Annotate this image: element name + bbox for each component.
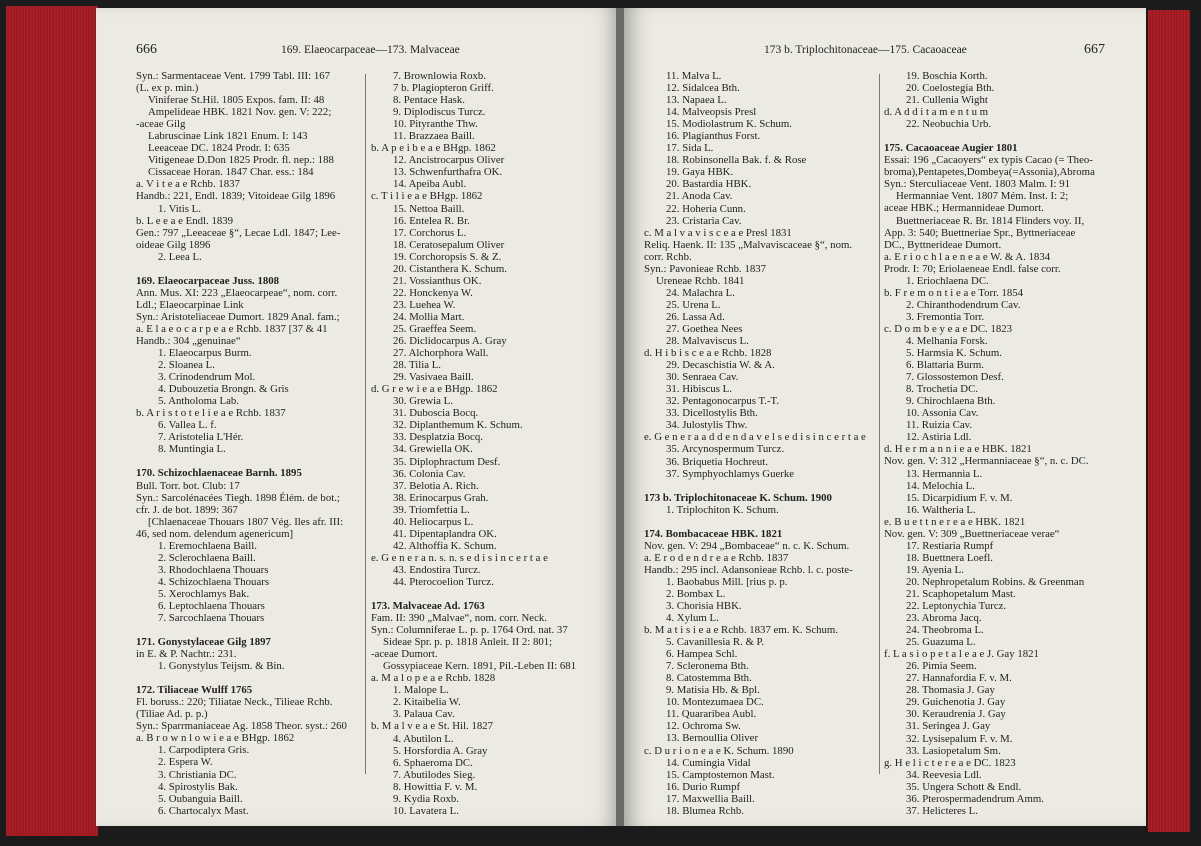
- genus-entry: 30. Senraea Cav.: [666, 371, 739, 384]
- genus-entry: 20. Nephropetalum Robins. & Greenman: [906, 575, 1085, 588]
- genus-entry: 12. Ancistrocarpus Oliver: [393, 154, 505, 167]
- genus-entry: 33. Dicellostylis Bth.: [666, 407, 758, 420]
- genus-entry: 2. Sloanea L.: [158, 359, 215, 372]
- tribe-heading: c. M a l v a v i s c e a e Presl 1831: [644, 226, 792, 239]
- genus-entry: 5. Oubanguia Baill.: [158, 792, 243, 805]
- tribe-heading: c. T i l i e a e BHgp. 1862: [371, 190, 483, 203]
- tribe-heading: a. E r o d e n d r e a e Rchb. 1837: [644, 551, 789, 564]
- genus-entry: 19. Boschia Korth.: [906, 70, 988, 82]
- genus-entry: 8. Trochetia DC.: [906, 383, 978, 396]
- genus-entry: 11. Brazzaea Baill.: [393, 130, 475, 143]
- synonym-line: Labruscinae Link 1821 Enum. I: 143: [148, 130, 308, 143]
- genus-entry: 28. Tilia L.: [393, 359, 442, 372]
- genus-entry: 43. Endostira Turcz.: [393, 563, 481, 576]
- text-line: corr. Rchb.: [644, 250, 692, 263]
- genus-entry: 19. Ayenia L.: [906, 563, 964, 576]
- genus-entry: 5. Xerochlamys Bak.: [158, 587, 250, 600]
- genus-entry: 17. Corchorus L.: [393, 226, 467, 239]
- genus-entry: 3. Chorisia HBK.: [666, 599, 742, 612]
- genus-entry: 22. Neobuchia Urb.: [906, 118, 992, 131]
- genus-entry: 2. Bombax L.: [666, 587, 726, 600]
- genus-entry: 3. Crinodendrum Mol.: [158, 371, 256, 384]
- synonym-line: Cissaceae Horan. 1847 Char. ess.: 184: [148, 166, 314, 179]
- genus-entry: 10. Montezumaea DC.: [666, 696, 764, 709]
- synonym-line: Viniferae St.Hil. 1805 Expos. fam. II: 48: [148, 94, 325, 107]
- text-line: DC., Byttnerideae Dumort.: [884, 238, 1002, 251]
- genus-entry: 22. Honckenya W.: [393, 286, 473, 299]
- genus-entry: 13. Schwenfurthafra OK.: [393, 166, 503, 179]
- text-line: -aceae Dumort.: [371, 648, 438, 661]
- text-line: Handb.: 304 „genuinae“: [136, 334, 241, 347]
- tribe-heading: a. V i t e a e Rchb. 1837: [136, 178, 240, 191]
- genus-entry: 36. Briquetia Hochreut.: [666, 455, 768, 468]
- genus-entry: 26. Lassa Ad.: [666, 310, 725, 323]
- genus-entry: 19. Corchoropsis S. & Z.: [393, 250, 502, 263]
- text-line: (L. ex p. min.): [136, 82, 199, 95]
- synonym-line: Ampelideae HBK. 1821 Nov. gen. V: 222;: [148, 106, 332, 119]
- tribe-heading: g. H e l i c t e r e a e DC. 1823: [884, 756, 1016, 769]
- left-page: [96, 8, 620, 826]
- genus-entry: 31. Hibiscus L.: [666, 383, 732, 396]
- genus-entry: 6. Vallea L. f.: [158, 419, 217, 432]
- genus-entry: 7. Glossostemon Desf.: [906, 371, 1004, 384]
- genus-entry: 34. Julostylis Thw.: [666, 419, 748, 432]
- genus-entry: 4. Schizochlaena Thouars: [158, 575, 270, 588]
- genus-entry: 33. Lasiopetalum Sm.: [906, 744, 1001, 757]
- genus-entry: 6. Leptochlaena Thouars: [158, 599, 265, 612]
- genus-entry: 17. Restiaria Rumpf: [906, 539, 994, 552]
- synonym-line: [Chlaenaceae Thouars 1807 Vég. Iles afr. III:: [148, 515, 344, 528]
- section-spacer: [884, 130, 1134, 142]
- genus-entry: 27. Goethea Nees: [666, 322, 743, 335]
- text-line: Bull. Torr. bot. Club: 17: [136, 479, 240, 492]
- genus-entry: 36. Pterospermadendrum Amm.: [906, 792, 1044, 805]
- genus-entry: 20. Cistanthera K. Schum.: [393, 262, 507, 275]
- genus-entry: 40. Heliocarpus L.: [393, 515, 474, 528]
- text-line: Nov. gen. V: 309 „Buettneriaceae verae“: [884, 527, 1060, 540]
- column-rule-left: [365, 74, 366, 774]
- genus-entry: 18. Buettnera Loefl.: [906, 551, 993, 564]
- section-spacer: [136, 455, 371, 467]
- text-line: in E. & P. Nachtr.: 231.: [136, 648, 237, 661]
- text-line: Syn.: Columniferae L. p. p. 1764 Ord. nat. 37: [371, 624, 568, 637]
- genus-entry: 41. Dipentaplandra OK.: [393, 527, 497, 540]
- synonym-line: Hermanniae Vent. 1807 Mém. Inst. I: 2;: [896, 190, 1069, 203]
- genus-entry: 14. Melochia L.: [906, 479, 975, 492]
- tribe-heading: e. G e n e r a n. s. n. s e d i s i n c e r t a e: [371, 551, 548, 564]
- genus-entry: 1. Eriochlaena DC.: [906, 274, 989, 287]
- genus-entry: 5. Antholoma Lab.: [158, 395, 239, 408]
- text-line: Reliq. Haenk. II: 135 „Malvaviscaceae §“, nom.: [644, 238, 853, 251]
- family-heading: 171. Gonystylaceae Gilg 1897: [136, 636, 271, 649]
- synonym-line: Vitigeneae D.Don 1825 Prodr. fl. nep.: 188: [148, 154, 334, 167]
- genus-entry: 11. Malva L.: [666, 70, 722, 82]
- synonym-line: Leeaceae DC. 1824 Prodr. I: 635: [148, 142, 290, 155]
- genus-entry: 33. Desplatzia Bocq.: [393, 431, 483, 444]
- genus-entry: 5. Horsfordia A. Gray: [393, 744, 488, 757]
- synonym-line: Buettneriaceae R. Br. 1814 Flinders voy. II,: [896, 214, 1085, 227]
- text-line: (Tiliae Ad. p. p.): [136, 708, 208, 721]
- tribe-heading: f. L a s i o p e t a l e a e J. Gay 1821: [884, 648, 1039, 661]
- genus-entry: 10. Lavatera L.: [393, 804, 459, 817]
- tribe-heading: d. H i b i s c e a e Rchb. 1828: [644, 347, 772, 360]
- genus-entry: 7 b. Plagiopteron Griff.: [393, 82, 494, 95]
- tribe-heading: a. M a l o p e a e Rchb. 1828: [371, 672, 496, 685]
- genus-entry: 8. Catostemma Bth.: [666, 672, 752, 685]
- genus-entry: 7. Scleronema Bth.: [666, 660, 749, 673]
- genus-entry: 31. Duboscia Bocq.: [393, 407, 479, 420]
- family-heading: 173. Malvaceae Ad. 1763: [371, 600, 485, 613]
- right-page-column-2: [884, 70, 1134, 817]
- section-spacer: [136, 672, 371, 684]
- tribe-heading: b. A p e i b e a e BHgp. 1862: [371, 142, 496, 155]
- genus-entry: 14. Apeiba Aubl.: [393, 178, 467, 191]
- genus-entry: 12. Astiria Ldl.: [906, 431, 972, 444]
- tribe-heading: b. A r i s t o t e l i e a e Rchb. 1837: [136, 407, 286, 420]
- section-spacer: [371, 588, 611, 600]
- tribe-heading: e. G e n e r a a d d e n d a v e l s e d i s i n c e r t a e: [644, 431, 866, 444]
- genus-entry: 26. Diclidocarpus A. Gray: [393, 335, 507, 348]
- genus-entry: 3. Rhodochlaena Thouars: [158, 563, 269, 576]
- genus-entry: 1. Vitis L.: [158, 202, 201, 215]
- genus-entry: 2. Espera W.: [158, 756, 213, 769]
- genus-entry: 15. Dicarpidium F. v. M.: [906, 491, 1013, 504]
- section-spacer: [136, 624, 371, 636]
- genus-entry: 7. Sarcochlaena Thouars: [158, 612, 265, 625]
- running-head-left: 169. Elaeocarpaceae—173. Malvaceae: [281, 44, 460, 56]
- genus-entry: 29. Vasivaea Baill.: [393, 371, 474, 384]
- genus-entry: 18. Robinsonella Bak. f. & Rose: [666, 154, 807, 167]
- column-rule-right: [879, 74, 880, 774]
- genus-entry: 1. Elaeocarpus Burm.: [158, 347, 252, 360]
- genus-entry: 15. Nettoa Baill.: [393, 202, 465, 215]
- genus-entry: 23. Cristaria Cav.: [666, 214, 742, 227]
- text-line: Handb.: 295 incl. Adansonieae Rchb. l. c. poste-: [644, 563, 853, 576]
- genus-entry: 16. Plagianthus Forst.: [666, 130, 761, 143]
- text-line: Nov. gen. V: 312 „Hermanniaceae §“, n. c. DC.: [884, 455, 1089, 468]
- genus-entry: 7. Aristotelia L'Hér.: [158, 431, 244, 444]
- genus-entry: 15. Modiolastrum K. Schum.: [666, 118, 792, 131]
- genus-entry: 19. Gaya HBK.: [666, 166, 734, 179]
- genus-entry: 8. Howittia F. v. M.: [393, 780, 478, 793]
- text-line: Syn.: Sarmentaceae Vent. 1799 Tabl. III: 167: [136, 70, 331, 82]
- tribe-heading: b. M a l v e a e St. Hil. 1827: [371, 720, 494, 733]
- genus-entry: 32. Diplanthemum K. Schum.: [393, 419, 523, 432]
- section-spacer: [644, 480, 894, 492]
- genus-entry: 35. Ungera Schott & Endl.: [906, 780, 1022, 793]
- genus-entry: 32. Lysisepalum F. v. M.: [906, 732, 1013, 745]
- text-line: Nov. gen. V: 294 „Bombaceae“ n. c. K. Schum.: [644, 539, 850, 552]
- family-heading: 175. Cacaoaceae Augier 1801: [884, 142, 1018, 155]
- page-number-right: 667: [1084, 42, 1105, 57]
- genus-entry: 8. Pentace Hask.: [393, 94, 465, 107]
- genus-entry: 10. Assonia Cav.: [906, 407, 979, 420]
- genus-entry: 36. Colonia Cav.: [393, 467, 466, 480]
- tribe-heading: a. B r o w n l o w i e a e BHgp. 1862: [136, 732, 295, 745]
- genus-entry: 17. Maxwellia Baill.: [666, 792, 755, 805]
- tribe-heading: c. D u r i o n e a e K. Schum. 1890: [644, 744, 794, 757]
- left-page-column-2: [371, 70, 611, 817]
- genus-entry: 4. Dubouzetia Brongn. & Gris: [158, 383, 289, 396]
- genus-entry: 30. Keraudrenia J. Gay: [906, 708, 1006, 721]
- text-line: Syn.: Sterculiaceae Vent. 1803 Malm. I: 91: [884, 178, 1071, 191]
- genus-entry: 1. Eremochlaena Baill.: [158, 539, 257, 552]
- genus-entry: 10. Pityranthe Thw.: [393, 118, 478, 131]
- text-line: Gen.: 797 „Leeaceae §“, Lecae Ldl. 1847; Lee-: [136, 226, 341, 239]
- genus-entry: 2. Leea L.: [158, 250, 202, 263]
- genus-entry: 23. Luehea W.: [393, 298, 456, 311]
- text-line: Ldl.; Elaeocarpinae Link: [136, 298, 244, 311]
- genus-entry: 25. Graeffea Seem.: [393, 322, 477, 335]
- family-heading: 169. Elaeocarpaceae Juss. 1808: [136, 274, 280, 287]
- tribe-heading: d. G r e w i e a e BHgp. 1862: [371, 383, 498, 396]
- genus-entry: 9. Matisia Hb. & Bpl.: [666, 684, 760, 697]
- genus-entry: 7. Brownlowia Roxb.: [393, 70, 486, 82]
- genus-entry: 25. Guazuma L.: [906, 636, 976, 649]
- genus-entry: 6. Sphaeroma DC.: [393, 756, 473, 769]
- section-spacer: [136, 263, 371, 275]
- genus-entry: 2. Sclerochlaena Baill.: [158, 551, 256, 564]
- genus-entry: 28. Thomasia J. Gay: [906, 684, 995, 697]
- text-line: Essai: 196 „Cacaoyers“ ex typis Cacao (= Theo-: [884, 154, 1093, 167]
- genus-entry: 24. Mollia Mart.: [393, 310, 465, 323]
- text-line: Syn.: Aristoteliaceae Dumort. 1829 Anal. fam.;: [136, 310, 340, 323]
- family-heading: 173 b. Triplochitonaceae K. Schum. 1900: [644, 491, 832, 504]
- text-line: Fl. boruss.: 220; Tiliatae Neck., Tilieae Rchb.: [136, 696, 333, 709]
- genus-entry: 12. Ochroma Sw.: [666, 720, 741, 733]
- text-line: -aceae Gilg: [136, 118, 186, 131]
- genus-entry: 5. Harmsia K. Schum.: [906, 347, 1002, 360]
- book-edge-left: [6, 6, 98, 836]
- tribe-heading: b. M a t i s i e a e Rchb. 1837 em. K. Schum.: [644, 624, 839, 637]
- page-number-left: 666: [136, 42, 157, 57]
- genus-entry: 31. Seringea J. Gay: [906, 720, 991, 733]
- tribe-heading: d. A d d i t a m e n t u m: [884, 106, 989, 119]
- running-head-right: 173 b. Triplochitonaceae—175. Cacaoaceae: [764, 44, 967, 56]
- genus-entry: 2. Kitaibelia W.: [393, 696, 461, 709]
- text-line: Syn.: Sparrmaniaceae Ag. 1858 Theor. syst.: 260: [136, 720, 347, 733]
- genus-entry: 1. Carpodiptera Gris.: [158, 744, 250, 757]
- genus-entry: 4. Spirostylis Bak.: [158, 780, 238, 793]
- text-line: Syn.: Pavonieae Rchb. 1837: [644, 262, 767, 275]
- genus-entry: 21. Cullenia Wight: [906, 94, 988, 107]
- genus-entry: 1. Malope L.: [393, 684, 449, 697]
- genus-entry: 15. Camptostemon Mast.: [666, 768, 775, 781]
- family-heading: 172. Tiliaceae Wulff 1765: [136, 684, 253, 697]
- text-line: oideae Gilg 1896: [136, 238, 211, 251]
- genus-entry: 28. Malvaviscus L.: [666, 335, 749, 348]
- genus-entry: 42. Althoffia K. Schum.: [393, 539, 497, 552]
- genus-entry: 38. Erinocarpus Grah.: [393, 491, 489, 504]
- genus-entry: 30. Grewia L.: [393, 395, 453, 408]
- text-line: Fam. II: 390 „Malvae“, nom. corr. Neck.: [371, 612, 547, 625]
- text-line: Prodr. I: 70; Eriolaeneae Endl. false corr.: [884, 262, 1061, 275]
- text-line: cfr. J. de bot. 1899: 367: [136, 503, 238, 516]
- genus-entry: 3. Palaua Cav.: [393, 708, 455, 721]
- synonym-line: Ureneae Rchb. 1841: [656, 274, 745, 287]
- genus-entry: 3. Fremontia Torr.: [906, 310, 985, 323]
- genus-entry: 22. Leptonychia Turcz.: [906, 600, 1007, 613]
- family-heading: 170. Schizochlaenaceae Barnh. 1895: [136, 467, 302, 480]
- tribe-heading: d. H e r m a n n i e a e HBK. 1821: [884, 443, 1032, 456]
- section-spacer: [644, 516, 894, 528]
- genus-entry: 12. Sidalcea Bth.: [666, 82, 740, 95]
- genus-entry: 16. Waltheria L.: [906, 503, 976, 516]
- genus-entry: 44. Pterocoelion Turcz.: [393, 575, 494, 588]
- left-page-column-1: [136, 70, 371, 817]
- synonym-line: Gossypiaceae Kern. 1891, Pil.-Leben II: 681: [383, 660, 577, 673]
- text-line: broma),Pentapetes,Dombeya(=Assonia),Abroma: [884, 166, 1095, 179]
- tribe-heading: e. B u e t t n e r e a e HBK. 1821: [884, 515, 1026, 528]
- genus-entry: 17. Sida L.: [666, 142, 714, 155]
- genus-entry: 11. Quararibea Aubl.: [666, 708, 757, 721]
- genus-entry: 16. Durio Rumpf: [666, 780, 741, 793]
- family-heading: 174. Bombacaceae HBK. 1821: [644, 527, 783, 540]
- genus-entry: 20. Coelostegia Bth.: [906, 82, 995, 95]
- genus-entry: 14. Malveopsis Presl: [666, 106, 757, 119]
- text-line: Syn.: Sarcolénacées Tiegh. 1898 Élém. de bot.;: [136, 491, 340, 504]
- genus-entry: 21. Anoda Cav.: [666, 190, 733, 203]
- genus-entry: 6. Chartocalyx Mast.: [158, 804, 249, 817]
- genus-entry: 35. Arcynospermum Turcz.: [666, 443, 785, 456]
- text-line: Ann. Mus. XI: 223 „Elaeocarpeae“, nom. corr.: [136, 286, 338, 299]
- genus-entry: 27. Alchorphora Wall.: [393, 347, 489, 360]
- genus-entry: 24. Malachra L.: [666, 286, 735, 299]
- tribe-heading: a. E r i o c h l a e n e a e W. & A. 1834: [884, 250, 1051, 263]
- right-page-column-1: [644, 70, 894, 817]
- genus-entry: 5. Cavanillesia R. & P.: [666, 636, 765, 649]
- genus-entry: 18. Blumea Rchb.: [666, 804, 744, 817]
- genus-entry: 6. Hampea Schl.: [666, 648, 738, 661]
- genus-entry: 37. Symphyochlamys Guerke: [666, 467, 795, 480]
- genus-entry: 13. Hermannia L.: [906, 467, 983, 480]
- genus-entry: 34. Grewiella OK.: [393, 443, 473, 456]
- genus-entry: 18. Ceratosepalum Oliver: [393, 238, 505, 251]
- text-line: aceae HBK.; Hermannideae Dumort.: [884, 202, 1044, 215]
- genus-entry: 4. Xylum L.: [666, 612, 719, 625]
- genus-entry: 13. Napaea L.: [666, 94, 727, 107]
- genus-entry: 8. Muntingia L.: [158, 443, 226, 456]
- tribe-heading: a. E l a e o c a r p e a e Rchb. 1837 [37 & 41: [136, 322, 328, 335]
- genus-entry: 37. Belotia A. Rich.: [393, 479, 479, 492]
- genus-entry: 34. Reevesia Ldl.: [906, 768, 982, 781]
- genus-entry: 21. Scaphopetalum Mast.: [906, 587, 1016, 600]
- genus-entry: 35. Diplophractum Desf.: [393, 455, 501, 468]
- synonym-line: Sideae Spr. p. p. 1818 Anleit. II 2: 801;: [383, 636, 553, 649]
- genus-entry: 4. Abutilon L.: [393, 732, 454, 745]
- text-line: 46, sed nom. delendum agenericum]: [136, 527, 294, 540]
- genus-entry: 9. Chirochlaena Bth.: [906, 395, 996, 408]
- genus-entry: 16. Entelea R. Br.: [393, 214, 470, 227]
- book-edge-right: [1148, 10, 1190, 832]
- genus-entry: 39. Triomfettia L.: [393, 503, 470, 516]
- genus-entry: 26. Pimia Seem.: [906, 660, 977, 673]
- genus-entry: 9. Diplodiscus Turcz.: [393, 106, 486, 119]
- genus-entry: 23. Abroma Jacq.: [906, 612, 982, 625]
- genus-entry: 21. Vossianthus OK.: [393, 274, 482, 287]
- right-page: [624, 8, 1146, 826]
- genus-entry: 11. Ruizia Cav.: [906, 419, 973, 432]
- genus-entry: 2. Chiranthodendrum Cav.: [906, 298, 1021, 311]
- genus-entry: 6. Blattaria Burm.: [906, 359, 984, 372]
- genus-entry: 29. Guichenotia J. Gay: [906, 696, 1006, 709]
- genus-entry: 1. Gonystylus Teijsm. & Bin.: [158, 660, 285, 673]
- genus-entry: 4. Melhania Forsk.: [906, 334, 988, 347]
- genus-entry: 37. Helicteres L.: [906, 804, 978, 817]
- genus-entry: 27. Hannafordia F. v. M.: [906, 672, 1012, 685]
- genus-entry: 24. Theobroma L.: [906, 624, 984, 637]
- genus-entry: 3. Christiania DC.: [158, 768, 237, 781]
- genus-entry: 7. Abutilodes Sieg.: [393, 768, 476, 781]
- text-line: Handb.: 221, Endl. 1839; Vitoideae Gilg 1896: [136, 190, 336, 203]
- genus-entry: 13. Bernoullia Oliver: [666, 732, 759, 745]
- tribe-heading: c. D o m b e y e a e DC. 1823: [884, 322, 1013, 335]
- text-line: App. 3: 540; Buettneriae Spr., Byttneriaceae: [884, 226, 1076, 239]
- genus-entry: 20. Bastardia HBK.: [666, 178, 752, 191]
- genus-entry: 9. Kydia Roxb.: [393, 792, 459, 805]
- genus-entry: 29. Decaschistia W. & A.: [666, 359, 775, 372]
- tribe-heading: b. F r e m o n t i e a e Torr. 1854: [884, 286, 1024, 299]
- genus-entry: 14. Cumingia Vidal: [666, 756, 751, 769]
- genus-entry: 1. Baobabus Mill. [rius p. p.: [666, 575, 788, 588]
- genus-entry: 1. Triplochiton K. Schum.: [666, 503, 779, 516]
- genus-entry: 22. Hoheria Cunn.: [666, 202, 746, 215]
- tribe-heading: b. L e e a e Endl. 1839: [136, 214, 234, 227]
- genus-entry: 32. Pentagonocarpus T.-T.: [666, 395, 780, 408]
- genus-entry: 25. Urena L.: [666, 298, 721, 311]
